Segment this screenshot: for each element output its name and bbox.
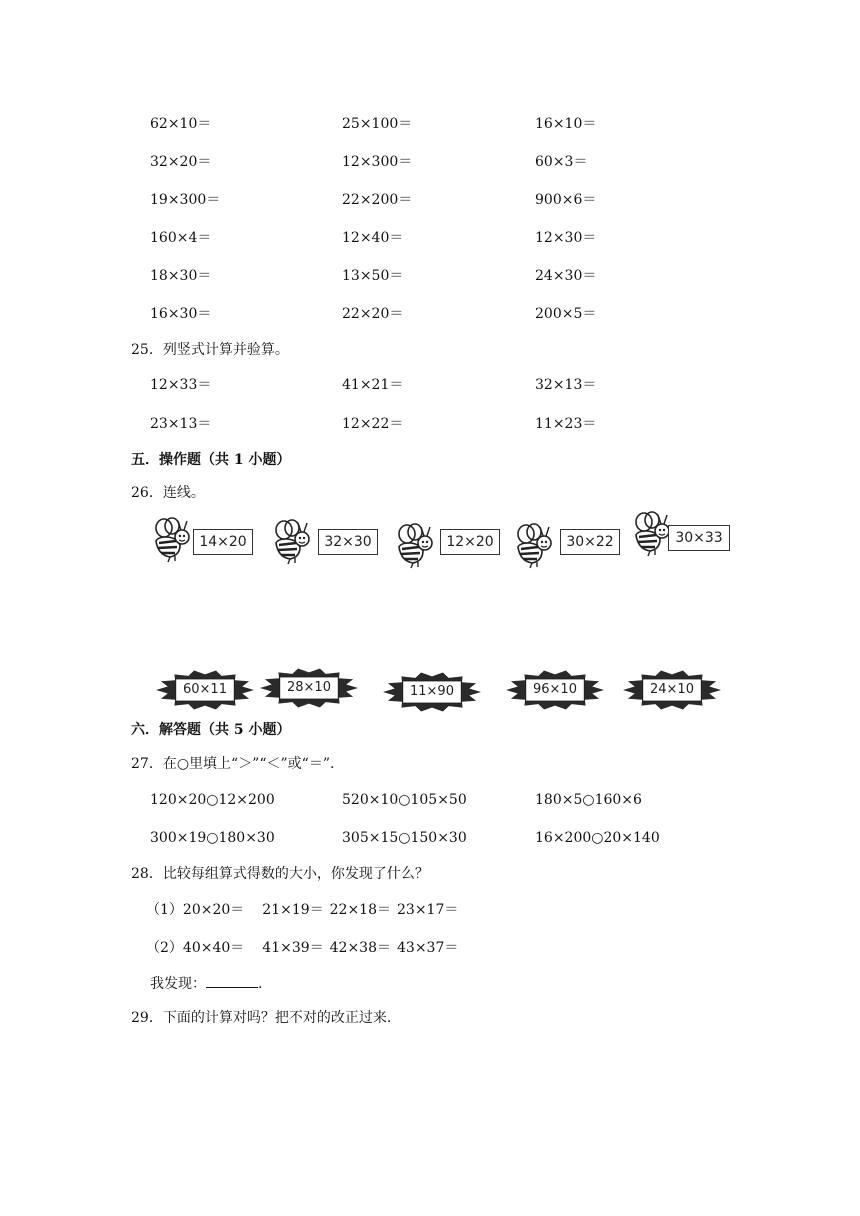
calc-item: 12×33＝ (150, 377, 212, 393)
calc-item: 22×20＝ (342, 306, 404, 322)
flower-card-label: 60×11 (183, 682, 227, 697)
calc-item: 25×100＝ (342, 116, 413, 132)
calc-item: 32×20＝ (150, 154, 212, 170)
expression: 22×18＝ (329, 902, 391, 918)
flower-card[interactable] (260, 668, 358, 708)
calc-item: 22×200＝ (342, 192, 413, 208)
compare-item: 520×10○105×50 (342, 792, 467, 808)
flower-card[interactable] (506, 670, 604, 710)
calc-row (0, 227, 860, 249)
question-25-title: 25．列竖式计算并验算。 (131, 342, 289, 358)
compare-item: 305×15○150×30 (342, 830, 467, 846)
calc-item: 62×10＝ (150, 116, 212, 132)
calc-item: 11×23＝ (535, 416, 597, 432)
question-28-group-1 (146, 899, 476, 921)
expression: 23×17＝ (397, 902, 459, 918)
bee-icon (270, 517, 312, 569)
calc-item: 12×22＝ (342, 416, 404, 432)
flower-card-label: 24×10 (650, 682, 694, 697)
calc-item: 41×21＝ (342, 377, 404, 393)
question-28-answer-line (150, 973, 262, 995)
calc-item: 900×6＝ (535, 192, 597, 208)
section-5-heading: 五．操作题（共 1 小题） (131, 452, 291, 468)
compare-item: 120×20○12×200 (150, 792, 275, 808)
compare-item: 16×200○20×140 (535, 830, 660, 846)
found-end: . (258, 976, 263, 992)
expression: 21×19＝ (262, 902, 324, 918)
calc-item: 12×30＝ (535, 230, 597, 246)
calc-row (0, 189, 860, 211)
bee-icon (630, 509, 672, 561)
calc-row (0, 113, 860, 135)
compare-item: 300×19○180×30 (150, 830, 275, 846)
calc-row (0, 374, 860, 396)
section-6-heading: 六．解答题（共 5 小题） (131, 722, 291, 738)
bee-icon (512, 521, 554, 573)
question-26-title: 26．连线。 (131, 485, 205, 501)
question-27-title: 27．在○里填上“＞”“＜”或“＝”. (131, 756, 335, 772)
question-28-group-2 (146, 937, 476, 959)
calc-row (0, 303, 860, 325)
found-label: 我发现： (150, 976, 206, 992)
calc-item: 16×30＝ (150, 306, 212, 322)
question-28-title: 28．比较每组算式得数的大小，你发现了什么？ (131, 866, 429, 882)
calc-item: 12×40＝ (342, 230, 404, 246)
compare-row-2 (0, 827, 860, 849)
answer-blank[interactable] (206, 973, 258, 988)
expression: 41×39＝ (262, 940, 324, 956)
flower-card[interactable] (156, 670, 254, 710)
calc-item: 18×30＝ (150, 268, 212, 284)
calc-item: 19×300＝ (150, 192, 221, 208)
bee-card[interactable]: 30×22 (560, 529, 620, 555)
calc-item: 160×4＝ (150, 230, 212, 246)
calc-item: 23×13＝ (150, 416, 212, 432)
expression: （1）20×20＝ (146, 902, 245, 918)
calc-item: 16×10＝ (535, 116, 597, 132)
calc-item: 60×3＝ (535, 154, 588, 170)
bee-card[interactable]: 32×30 (318, 529, 378, 555)
bee-card[interactable]: 30×33 (668, 525, 730, 551)
flower-card[interactable] (623, 670, 721, 710)
compare-item: 180×5○160×6 (535, 792, 642, 808)
calc-item: 200×5＝ (535, 306, 597, 322)
expression: 42×38＝ (329, 940, 391, 956)
expression: 43×37＝ (397, 940, 459, 956)
calc-item: 32×13＝ (535, 377, 597, 393)
flower-card-label: 11×90 (410, 684, 454, 699)
flower-card-label: 28×10 (287, 680, 331, 695)
compare-row-1 (0, 789, 860, 811)
calc-row (0, 151, 860, 173)
bee-icon (150, 515, 192, 567)
flower-card-label: 96×10 (533, 682, 577, 697)
calc-item: 13×50＝ (342, 268, 404, 284)
bee-card[interactable]: 12×20 (440, 529, 500, 555)
question-29-title: 29．下面的计算对吗？把不对的改正过来. (131, 1010, 392, 1026)
calc-row (0, 265, 860, 287)
calc-item: 12×300＝ (342, 154, 413, 170)
flower-card[interactable] (383, 672, 481, 712)
bee-icon (393, 521, 435, 573)
expression: （2）40×40＝ (146, 940, 245, 956)
calc-row (0, 413, 860, 435)
bee-card[interactable]: 14×20 (193, 529, 253, 555)
calc-item: 24×30＝ (535, 268, 597, 284)
